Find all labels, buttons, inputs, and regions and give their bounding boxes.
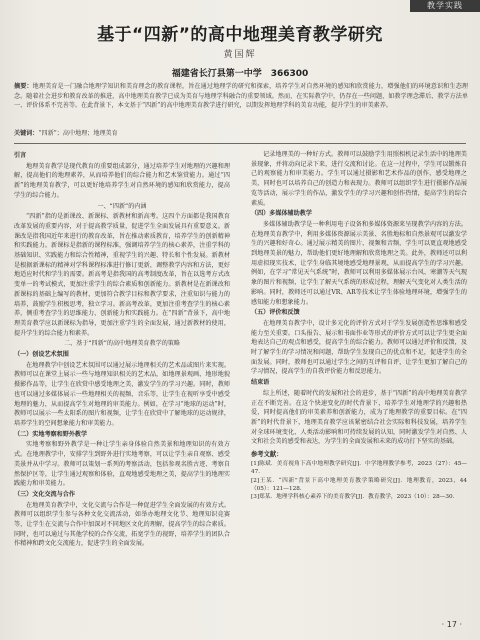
body-paragraph: 记录地理美的一种好方式。教师可以鼓励学生用照相机记录生活中的地理美景现象，并将动向记录下来，进行交流和讨论。在这一过程中，学生可以锻炼自己的观察能力和审美能力。学生可以通过摄影和艺术作品的创作，感受地理之美，同时也可以培养自己的创造力和表现力。教师可以组织学生进行摄影作品展览等活动，展示学生的作品，激发学生的学习兴趣和创作热情，提高学生的综合素质。 [251, 151, 467, 207]
abstract-text: 地理美育是一门融合地理学知识和美育理念的教育课程，旨在通过地理学的研究和探索，培养学生对自然环境的感知和欣赏能力，增强他们的环境意识和生态理念。随着社会进步和教育改革的推进，高中地理美育教学已成为美育与地理学科融合的重要领域。然而，在实际教学中，仍存在一些问题，如教学理念滞后、教学方法单一、评价体系不完善等。在此背景下，本文基于“四新”的高中地理美育教学进行研究，以期发挥地理学科的美育功能，提升学生的审美素养。 [14, 83, 469, 110]
author-affiliation: 福建省长汀县第一中学 366300 [171, 69, 309, 79]
section-heading: （三）文化交流与合作 [14, 490, 75, 498]
header-divider [14, 143, 466, 144]
abstract-label: 摘要： [14, 83, 33, 90]
body-paragraph: 综上所述，随着时代的发展和社会的进步，基于“四新”的高中地理美育教学正在不断完善。在这个快速变化的时代背景下，培养学生对地理学的兴趣和热爱，同时提高他们的审美素养和创新能力，成为了地理教学的重要目标。在“四新”的时代背景下，地理美育教学应该紧密结合社会实际和科技发展，培养学生对全球环境变化、人类活动影响和可持续发展的认知，同时激发学生对自然、人文和社会美的感受和表达，为学生的全面发展和未来的成功打下坚实的基础。 [251, 389, 467, 446]
body-paragraph: 地理美育教学是现代教育的重要组成部分，通过培养学生对地理的兴趣和理解，提高他们的地理素养，从而培养他们的综合能力和艺术鉴赏能力。通过“四新”的地理美育教学，可以更好地培养学生对自然环境的感知和欣赏能力，提高学生的综合能力。 [14, 162, 230, 199]
body-paragraph: 在地理教学中创设艺术氛围可以通过展示地理相关的艺术品或图片来实现。教师可以在课堂上展示一些与地理知识相关的艺术品，如地理景观画、地形地貌摄影作品等，让学生在欣赏中感受地理之美，激发学生的学习兴趣。同时，教师也可以通过多媒体展示一些地理相关的视频、音乐等，让学生在视听享受中感受地理的魅力，从而提高学生对地理的审美能力。例如，在学习“地球的运动”时，教师可以展示一些太阳系的图片和视频，让学生在欣赏中了解地球的运动规律，培养学生的空间想象能力和审美能力。 [14, 361, 230, 427]
section-heading: 结束语 [251, 379, 270, 387]
reference-item: [2]王某．“四新”背景下高中地理美育教学策略研究[J]．地理教育，2023，44（05）：121—128． [251, 477, 467, 493]
body-paragraph: 在地理美育教学中，文化交流与合作是一种促进学生全面发展的有效方式。教师可以组织学生参与各种文化交流活动，如举办地理文化节、地理知识竞赛等，让学生在交流与合作中加深对不同地区文化的理解，提高学生的综合素质。同时，也可以通过与其他学校的合作交流，拓宽学生的视野，培养学生的团队合作精神和跨文化交流能力，促进学生的全面发展。 [14, 501, 230, 548]
page-number: · 17 · [441, 620, 462, 629]
right-column-body [251, 150, 467, 447]
keywords-label: 关键词： [14, 130, 39, 137]
references [251, 450, 467, 502]
section-heading: （一）创设艺术氛围 [14, 351, 69, 359]
body-paragraph: 多媒体辅助教学是一种利用电子设备和多媒体资源来呈现教学内容的方法。在地理美育教学中，利用多媒体资源展示美景、名胜地标和自然景观可以激发学生的兴趣和好奇心。通过展示精美的图片、视频和音频，学生可以更直观地感受到地理美景的魅力，帮助他们更好地理解和欣赏地理之美。此外，教师还可以利用虚拟现实技术，让学生身临其境地感受地理景观，从而提高学生的学习兴趣。例如，在学习“常见天气系统”时，教师可以利用多媒体展示台风、寒潮等天气现象的图片和视频，让学生了解天气系统的形成过程，理解天气变化对人类生活的影响。同时，教师还可以通过VR、AR等技术让学生体验地理环境，增强学生的感知能力和想象能力。 [251, 220, 467, 306]
left-column [14, 150, 230, 549]
section-heading: （二）实地考察和野外教学 [14, 430, 88, 438]
section-tag: 教学实践 [410, 0, 480, 12]
references-title: 参考文献： [251, 451, 283, 459]
reference-item: [3]郑某．地理学科核心素养下的美育教学[J]．教育教学，2023（10）：28—30． [251, 494, 459, 501]
keywords-text: “四新”；高中地理；地理美育 [38, 130, 118, 137]
article-title: 基于“四新”的高中地理美育教学研究 [97, 25, 383, 45]
right-column [251, 150, 467, 502]
abstract [14, 82, 468, 111]
section-heading: 引言 [14, 152, 27, 159]
section-heading: 二、基于“四新”的高中地理美育教学的策略 [63, 340, 180, 348]
section-heading: （四）多媒体辅助教学 [251, 210, 312, 218]
reference-list [251, 460, 467, 502]
body-paragraph: 在地理美育教学中，设计多元化的评价方式对于学生发展创造性思维和感受能力至关重要。口头报告、展示和书面作业等形式的评价方式可以让学生更全面地表达自己的观点和感受，提高学生的综合能力。教师可以通过评价和反馈，及时了解学生的学习情况和问题，帮助学生发现自己的优点和不足，促进学生的全面发展。同时，教师也可以通过学生之间的互评和自评，让学生更加了解自己的学习情况，提高学生的自我评价能力和反思能力。 [251, 319, 467, 376]
author-name: 黄国辉 [223, 50, 257, 60]
body-paragraph: “四新”指的是新课改、新课标、新教材和新高考。这四个方面都是我国教育改革发展的重要内容，对于提高教学质量，促进学生全面发展具有重要意义。新课改是指我国近年来进行的教育改革，旨在推动素质教育，培养学生的创新精神和实践能力。新课标是指新的课程标准，强调培养学生的核心素养，注重学科的基础知识、实践能力和综合性精神，重视学生的兴趣、特长和个性发展。新教材是根据新课标的精神对学科课程标准进行修订更新，调整教学内容和方法，更好地适应时代和学生的需要。新高考是指我国的高考制度改革，旨在以选考方式改变单一的考试模式，更加注重学生的综合素质和创新能力。新教材是在新课改和新课标的基础上编写的教材，更加符合教学目标和教学要求，注重知识与能力的培养，鼓励学生积极思考，独立学习。新高考改革，更加注重考查学生的核心素养，侧重考查学生的思维能力、创新能力和实践能力。在“四新”背景下，高中地理美育教学应以新课标为指导，更加注重学生的全面发展，通过新教材的使用，提升学生的综合能力和素养。 [14, 213, 230, 337]
section-heading: （五）评价和反馈 [251, 309, 300, 317]
section-heading: 一、“四新”的内涵 [97, 202, 147, 210]
body-paragraph: 实地考察和野外教学是一种让学生亲身体验自然美景和地理知识的有效方式。在地理教学中，安排学生到野外进行实地考察，可以让学生亲自观察、感受美景并从中学习。教师可以策划一系列的考察活动，包括参观名胜古迹、考察自然保护区等，让学生通过观察和体验，直观地感受地理之美，提高学生的地理实践能力和审美能力。 [14, 441, 230, 488]
keywords [14, 129, 468, 138]
reference-item: [1]陈斌．美育视角下高中地理教学研究[J]．中学地理教学参考，2023（27）：45—47． [251, 460, 467, 476]
